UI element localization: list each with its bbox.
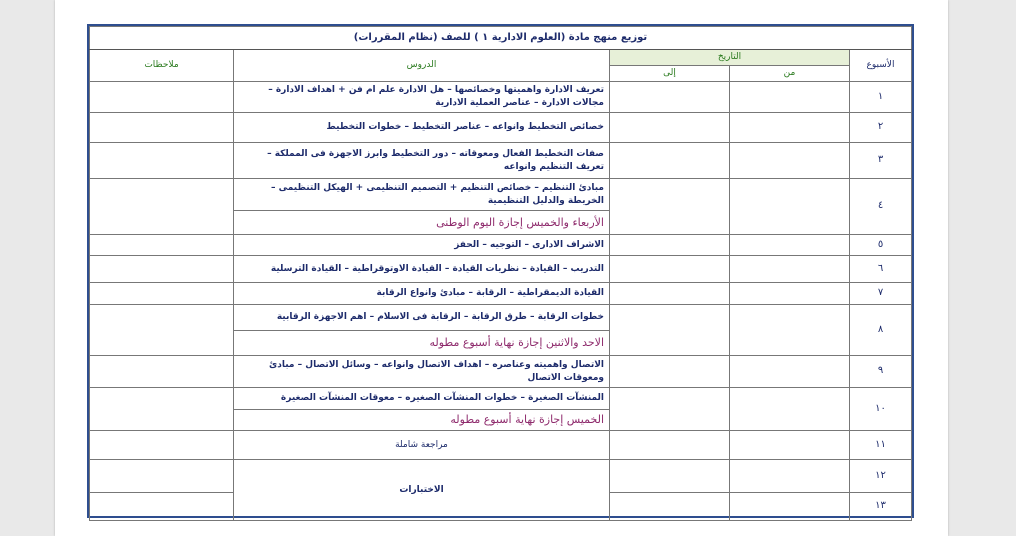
date-from-cell[interactable] [730,256,850,283]
week-number: ٥ [850,235,912,256]
date-to-cell[interactable] [610,82,730,113]
date-to-cell[interactable] [610,305,730,356]
week-number: ٢ [850,113,912,143]
date-to-cell[interactable] [610,143,730,179]
header-lessons: الدروس [234,50,610,82]
week-number: ٤ [850,179,912,235]
week-number: ٦ [850,256,912,283]
week-number: ١٢ [850,460,912,493]
holiday-note: الأربعاء والخميس إجازة اليوم الوطنى [234,211,610,235]
date-to-cell[interactable] [610,179,730,235]
lesson-cell: المنشآت الصغيرة – خطوات المنشآت الصغيره – معوقات المنشآت الصغيرة [234,388,610,410]
table-row [90,179,912,211]
table-row [90,113,912,143]
curriculum-table-frame [87,24,914,518]
notes-cell[interactable] [90,256,234,283]
notes-cell[interactable] [90,305,234,356]
lesson-cell: تعريف الادارة واهميتها وخصائصها – هل الادارة علم ام فن + اهداف الادارة – مجالات الادارة – عناصر العملية الادارية [234,82,610,113]
date-from-cell[interactable] [730,283,850,305]
header-date: التاريخ [610,50,850,66]
date-from-cell[interactable] [730,179,850,235]
date-from-cell[interactable] [730,82,850,113]
notes-cell[interactable] [90,356,234,388]
date-to-cell[interactable] [610,256,730,283]
lesson-cell: مبادئ التنظيم – خصائص التنظيم + التصميم التنظيمى + الهيكل التنظيمى – الخريطة والدليل التنظيمية [234,179,610,211]
date-to-cell[interactable] [610,356,730,388]
notes-cell[interactable] [90,493,234,521]
table-row [90,431,912,460]
table-row [90,356,912,388]
week-number: ١٣ [850,493,912,521]
table-row [90,235,912,256]
lesson-cell: الاشراف الادارى – التوجيه – الحفز [234,235,610,256]
week-number: ٣ [850,143,912,179]
table-row [90,305,912,331]
table-row [90,283,912,305]
lesson-cell: مراجعة شاملة [234,431,610,460]
date-from-cell[interactable] [730,143,850,179]
lesson-cell: التدريب – القيادة – نظريات القيادة – القيادة الاوتوقراطية – القيادة الترسلية [234,256,610,283]
table-row [90,143,912,179]
date-to-cell[interactable] [610,283,730,305]
week-number: ٩ [850,356,912,388]
date-from-cell[interactable] [730,493,850,521]
date-from-cell[interactable] [730,431,850,460]
date-to-cell[interactable] [610,388,730,431]
date-from-cell[interactable] [730,113,850,143]
notes-cell[interactable] [90,113,234,143]
notes-cell[interactable] [90,388,234,431]
table-title: توزيع منهج مادة (العلوم الادارية ١ ) للصف (نظام المقررات) [90,27,912,50]
lesson-cell: الاتصال واهميته وعناصره – اهداف الاتصال وانواعه – وسائل الاتصال – مبادئ ومعوقات الاتصال [234,356,610,388]
curriculum-table [89,26,912,521]
date-from-cell[interactable] [730,388,850,431]
notes-cell[interactable] [90,460,234,493]
date-to-cell[interactable] [610,113,730,143]
lesson-cell: القيادة الديمقراطية – الرقابة – مبادئ وانواع الرقابة [234,283,610,305]
date-from-cell[interactable] [730,305,850,356]
notes-cell[interactable] [90,431,234,460]
table-row [90,460,912,493]
week-number: ٨ [850,305,912,356]
document-page [55,0,948,536]
header-from: من [730,66,850,82]
header-week: الأسبوع [850,50,912,82]
holiday-note: الخميس إجازة نهاية أسبوع مطوله [234,410,610,431]
table-row [90,256,912,283]
lesson-cell: خطوات الرقابة – طرق الرقابة – الرقابة فى الاسلام – اهم الاجهزة الرقابية [234,305,610,331]
notes-cell[interactable] [90,143,234,179]
date-to-cell[interactable] [610,493,730,521]
holiday-note: الاحد والاثنين إجازة نهاية أسبوع مطوله [234,331,610,356]
date-from-cell[interactable] [730,460,850,493]
date-to-cell[interactable] [610,460,730,493]
notes-cell[interactable] [90,283,234,305]
table-row [90,388,912,410]
header-to: إلى [610,66,730,82]
table-row [90,82,912,113]
week-number: ١ [850,82,912,113]
date-to-cell[interactable] [610,235,730,256]
date-from-cell[interactable] [730,356,850,388]
week-number: ٧ [850,283,912,305]
date-from-cell[interactable] [730,235,850,256]
notes-cell[interactable] [90,179,234,235]
week-number: ١١ [850,431,912,460]
exams-cell: الاختبارات [234,460,610,521]
date-to-cell[interactable] [610,431,730,460]
week-number: ١٠ [850,388,912,431]
lesson-cell: صفات التخطيط الفعال ومعوقاته – دور التخطيط وابرز الاجهزة فى المملكة – تعريف التنظيم وانواعه [234,143,610,179]
lesson-cell: خصائص التخطيط وانواعه – عناصر التخطيط – خطوات التخطيط [234,113,610,143]
header-notes: ملاحظات [90,50,234,82]
notes-cell[interactable] [90,235,234,256]
notes-cell[interactable] [90,82,234,113]
